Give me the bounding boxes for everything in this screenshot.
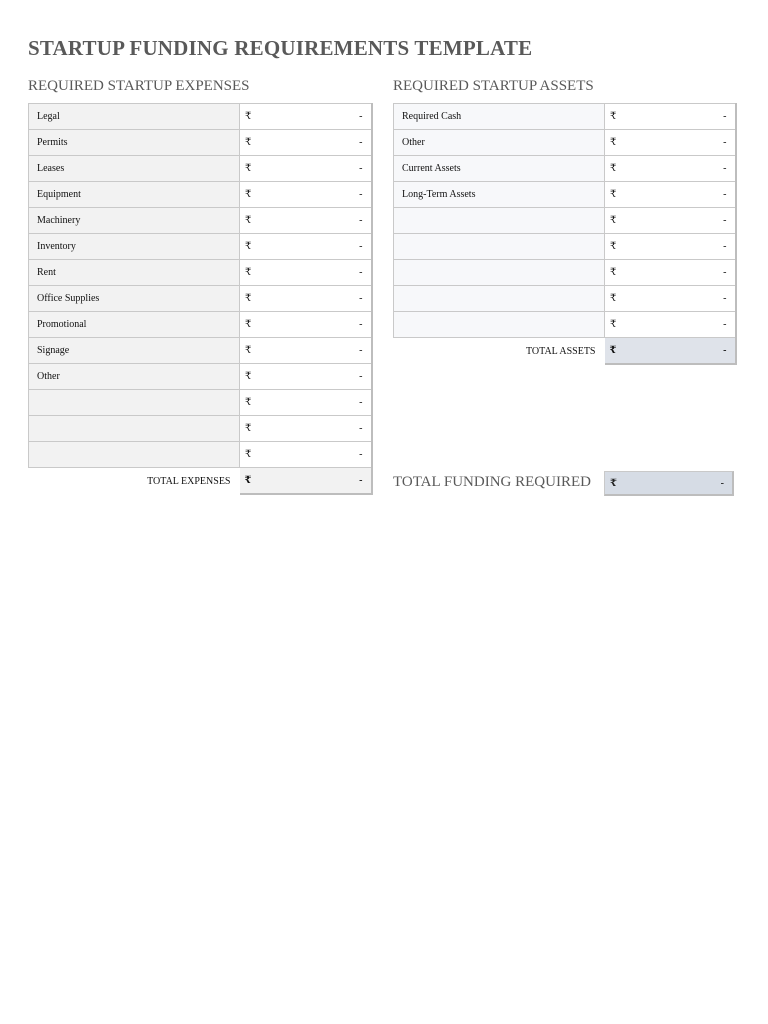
expense-row [29, 364, 372, 390]
currency-symbol: ₹ [245, 241, 252, 252]
expense-label-cell[interactable]: Permits [29, 130, 240, 156]
currency-symbol: ₹ [610, 241, 617, 252]
currency-symbol: ₹ [610, 137, 617, 148]
asset-total-row [394, 338, 736, 365]
currency-symbol: ₹ [245, 189, 252, 200]
asset-total-label: TOTAL ASSETS [394, 338, 605, 365]
expense-row [29, 390, 372, 416]
asset-label-cell[interactable]: Other [394, 130, 605, 156]
expense-amount-cell[interactable] [240, 286, 372, 312]
expense-total-value: - [359, 475, 363, 486]
asset-label-cell[interactable] [394, 312, 605, 338]
asset-label-cell[interactable] [394, 208, 605, 234]
currency-symbol: ₹ [245, 267, 252, 278]
expense-row [29, 338, 372, 364]
page-title: STARTUP FUNDING REQUIREMENTS TEMPLATE [28, 36, 533, 60]
expense-label-cell[interactable]: Leases [29, 156, 240, 182]
expense-amount-cell[interactable] [240, 364, 372, 390]
asset-row [394, 260, 736, 286]
asset-amount-value: - [723, 111, 727, 122]
expense-label-cell[interactable] [29, 416, 240, 442]
expense-row [29, 104, 372, 130]
expense-amount-value: - [359, 423, 363, 434]
expense-amount-cell[interactable] [240, 390, 372, 416]
currency-symbol: ₹ [610, 215, 617, 226]
expense-label-cell[interactable]: Other [29, 364, 240, 390]
expense-label-cell[interactable]: Legal [29, 104, 240, 130]
expense-total-label: TOTAL EXPENSES [29, 468, 240, 495]
expense-row [29, 416, 372, 442]
asset-row [394, 104, 736, 130]
expense-row [29, 130, 372, 156]
currency-symbol: ₹ [245, 345, 252, 356]
asset-amount-cell[interactable] [605, 312, 736, 338]
currency-symbol: ₹ [245, 319, 252, 330]
expense-row [29, 312, 372, 338]
expense-amount-cell[interactable] [240, 338, 372, 364]
asset-amount-cell[interactable] [605, 130, 736, 156]
expense-row [29, 234, 372, 260]
expense-amount-cell[interactable] [240, 442, 372, 468]
currency-symbol: ₹ [610, 293, 617, 304]
expense-amount-value: - [359, 189, 363, 200]
asset-amount-cell[interactable] [605, 260, 736, 286]
expense-amount-cell[interactable] [240, 416, 372, 442]
assets-heading: REQUIRED STARTUP ASSETS [393, 78, 594, 94]
expense-row [29, 260, 372, 286]
expenses-heading: REQUIRED STARTUP EXPENSES [28, 78, 250, 94]
asset-row [394, 312, 736, 338]
expense-amount-cell[interactable] [240, 312, 372, 338]
expense-label-cell[interactable]: Inventory [29, 234, 240, 260]
expense-amount-value: - [359, 293, 363, 304]
currency-symbol: ₹ [245, 371, 252, 382]
expense-amount-value: - [359, 215, 363, 226]
asset-amount-cell[interactable] [605, 208, 736, 234]
expense-amount-value: - [359, 371, 363, 382]
expense-total-row [29, 468, 372, 495]
expense-amount-value: - [359, 397, 363, 408]
expense-row [29, 442, 372, 468]
expense-amount-value: - [359, 449, 363, 460]
asset-row [394, 130, 736, 156]
currency-symbol: ₹ [610, 111, 617, 122]
expense-amount-cell[interactable] [240, 104, 372, 130]
expense-amount-value: - [359, 241, 363, 252]
asset-label-cell[interactable]: Required Cash [394, 104, 605, 130]
asset-row [394, 182, 736, 208]
currency-symbol: ₹ [244, 475, 252, 486]
expense-label-cell[interactable]: Promotional [29, 312, 240, 338]
asset-amount-cell[interactable] [605, 286, 736, 312]
asset-amount-value: - [723, 137, 727, 148]
asset-total-value: - [723, 345, 727, 356]
expense-amount-value: - [359, 111, 363, 122]
currency-symbol: ₹ [245, 111, 252, 122]
asset-label-cell[interactable] [394, 286, 605, 312]
currency-symbol: ₹ [245, 137, 252, 148]
expense-amount-value: - [359, 345, 363, 356]
asset-label-cell[interactable] [394, 234, 605, 260]
asset-label-cell[interactable]: Current Assets [394, 156, 605, 182]
currency-symbol: ₹ [610, 477, 617, 489]
expense-label-cell[interactable]: Office Supplies [29, 286, 240, 312]
expense-amount-cell[interactable] [240, 182, 372, 208]
expense-amount-cell[interactable] [240, 260, 372, 286]
currency-symbol: ₹ [610, 163, 617, 174]
total-funding-value: - [720, 477, 724, 489]
expenses-table [28, 103, 373, 495]
assets-table [393, 103, 737, 365]
asset-amount-value: - [723, 215, 727, 226]
expense-label-cell[interactable]: Signage [29, 338, 240, 364]
currency-symbol: ₹ [245, 163, 252, 174]
currency-symbol: ₹ [610, 189, 617, 200]
asset-amount-cell[interactable] [605, 156, 736, 182]
total-funding-value-cell[interactable] [604, 471, 734, 496]
expense-total-cell[interactable] [240, 468, 372, 495]
currency-symbol: ₹ [610, 319, 617, 330]
expense-row [29, 286, 372, 312]
expense-amount-cell[interactable] [240, 130, 372, 156]
expense-label-cell[interactable]: Equipment [29, 182, 240, 208]
expense-label-cell[interactable] [29, 390, 240, 416]
asset-row [394, 286, 736, 312]
currency-symbol: ₹ [245, 293, 252, 304]
asset-amount-value: - [723, 267, 727, 278]
expense-label-cell[interactable] [29, 442, 240, 468]
asset-row [394, 234, 736, 260]
currency-symbol: ₹ [610, 267, 617, 278]
currency-symbol: ₹ [609, 345, 617, 356]
total-funding-label: TOTAL FUNDING REQUIRED [393, 474, 591, 490]
asset-amount-value: - [723, 293, 727, 304]
expense-amount-cell[interactable] [240, 156, 372, 182]
expense-label-cell[interactable]: Machinery [29, 208, 240, 234]
asset-row [394, 208, 736, 234]
asset-amount-value: - [723, 163, 727, 174]
asset-amount-cell[interactable] [605, 234, 736, 260]
asset-label-cell[interactable]: Long-Term Assets [394, 182, 605, 208]
asset-row [394, 156, 736, 182]
currency-symbol: ₹ [245, 449, 252, 460]
expense-amount-value: - [359, 267, 363, 278]
expense-row [29, 208, 372, 234]
currency-symbol: ₹ [245, 397, 252, 408]
expense-amount-value: - [359, 163, 363, 174]
expense-amount-cell[interactable] [240, 234, 372, 260]
expense-label-cell[interactable]: Rent [29, 260, 240, 286]
asset-amount-value: - [723, 319, 727, 330]
expense-amount-value: - [359, 137, 363, 148]
expense-amount-cell[interactable] [240, 208, 372, 234]
asset-amount-value: - [723, 241, 727, 252]
asset-total-cell[interactable] [605, 338, 736, 365]
asset-amount-cell[interactable] [605, 104, 736, 130]
currency-symbol: ₹ [245, 423, 252, 434]
expense-row [29, 182, 372, 208]
expense-row [29, 156, 372, 182]
asset-label-cell[interactable] [394, 260, 605, 286]
currency-symbol: ₹ [245, 215, 252, 226]
asset-amount-cell[interactable] [605, 182, 736, 208]
asset-amount-value: - [723, 189, 727, 200]
expense-amount-value: - [359, 319, 363, 330]
